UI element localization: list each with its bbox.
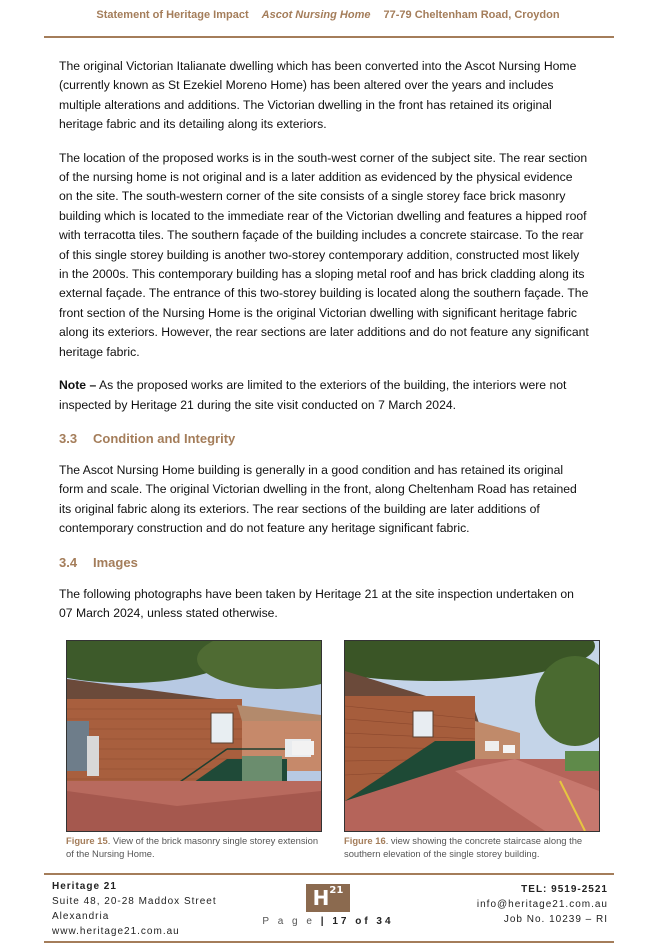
paragraph: The following photographs have been taken by Heritage 21 at the site inspection undertaken on 07 March 2024, unless stated otherwise.: [59, 586, 574, 620]
heritage21-logo: $H^{21}$: [306, 884, 350, 912]
section-number: 3.4: [59, 554, 78, 570]
page-body: [59, 57, 589, 637]
figure-16-caption: [344, 835, 606, 860]
footer-email-link[interactable]: info@heritage21.com.au: [476, 899, 608, 910]
footer-phone: TEL: 9519-2521: [521, 884, 608, 895]
page-count: 17 of 34: [332, 916, 394, 927]
figure-label: Figure 16: [344, 835, 386, 846]
note-label: Note –: [59, 378, 97, 393]
footer-divider-bottom: [44, 941, 614, 943]
footer-job-number: Job No. 10239 – RI: [503, 914, 608, 925]
section-heading-condition: [59, 429, 589, 448]
figure-16-photo: [344, 640, 600, 832]
paragraph: The original Victorian Italianate dwelling which has been converted into the Ascot Nursing Home (currently known as St Ezekiel Moreno Home) has been altered over the years and includes multiple alterations and additions. The Victorian dwelling in the front has retained its original heritage fabric and its detailing along its exteriors.: [59, 59, 577, 132]
figure-caption-text: . view showing the concrete staircase along the southern elevation of the single storey building.: [344, 835, 583, 859]
note-text: As the proposed works are limited to the exteriors of the building, the interiors were not inspected by Heritage 21 during the site visit conducted on 7 March 2024.: [59, 378, 567, 412]
footer-divider-top: [44, 873, 614, 875]
page-separator: |: [320, 916, 327, 927]
paragraph: The Ascot Nursing Home building is generally in a good condition and has retained its original form and scale. The original Victorian dwelling in the front, along Cheltenham Road has retained its original fabric along its exteriors. The rear sections of the building are later additions of contemporary construction and do not feature any heritage significant fabric.: [59, 462, 577, 536]
footer-address-line: Suite 48, 20-28 Maddox Street: [52, 896, 217, 907]
section-number: 3.3: [59, 430, 78, 446]
note-paragraph: [59, 376, 589, 415]
footer-contact-address: [52, 879, 272, 939]
figure-label: Figure 15: [66, 835, 108, 846]
footer-company: Heritage 21: [52, 881, 117, 892]
figure-caption-text: . View of the brick masonry single storey extension of the Nursing Home.: [66, 835, 319, 859]
footer-website-link[interactable]: www.heritage21.com.au: [52, 926, 180, 937]
header-project-name: Ascot Nursing Home: [261, 9, 371, 21]
section-heading-images: [59, 553, 589, 572]
header-divider: [44, 36, 614, 38]
paragraph: The location of the proposed works is in the south-west corner of the subject site. The rear section of the nursing home is not original and is a later addition as evidenced by the physical evidence on the site. The south-western corner of the site consists of a single storey face brick masonry building which is located to the immediate rear of the Victorian dwelling and features a hipped roof with terracotta tiles. The southern façade of the building includes a concrete staircase. To the rear of this single storey building is another two-storey contemporary addition, constructed most likely in the 2000s. This contemporary building has a sloping metal roof and has brick cladding along its external façade. The entrance of this two-storey building is located along the southern façade. The front section of the Nursing Home is the original Victorian dwelling with significant heritage fabric along its exteriors. However, the rear sections are later additions and do not feature any significant heritage fabric.: [59, 150, 589, 359]
section-title: Images: [93, 554, 138, 570]
section-title: Condition and Integrity: [93, 430, 236, 446]
figure-15-caption: [66, 835, 328, 860]
page-label: P a g e: [262, 916, 315, 927]
footer-contact-details: [388, 882, 608, 927]
figure-15-photo: [66, 640, 322, 832]
header-address: 77-79 Cheltenham Road, Croydon: [383, 9, 560, 21]
footer-address-line: Alexandria: [52, 911, 110, 922]
running-header: [0, 0, 656, 30]
header-document-title: Statement of Heritage Impact: [96, 9, 249, 21]
